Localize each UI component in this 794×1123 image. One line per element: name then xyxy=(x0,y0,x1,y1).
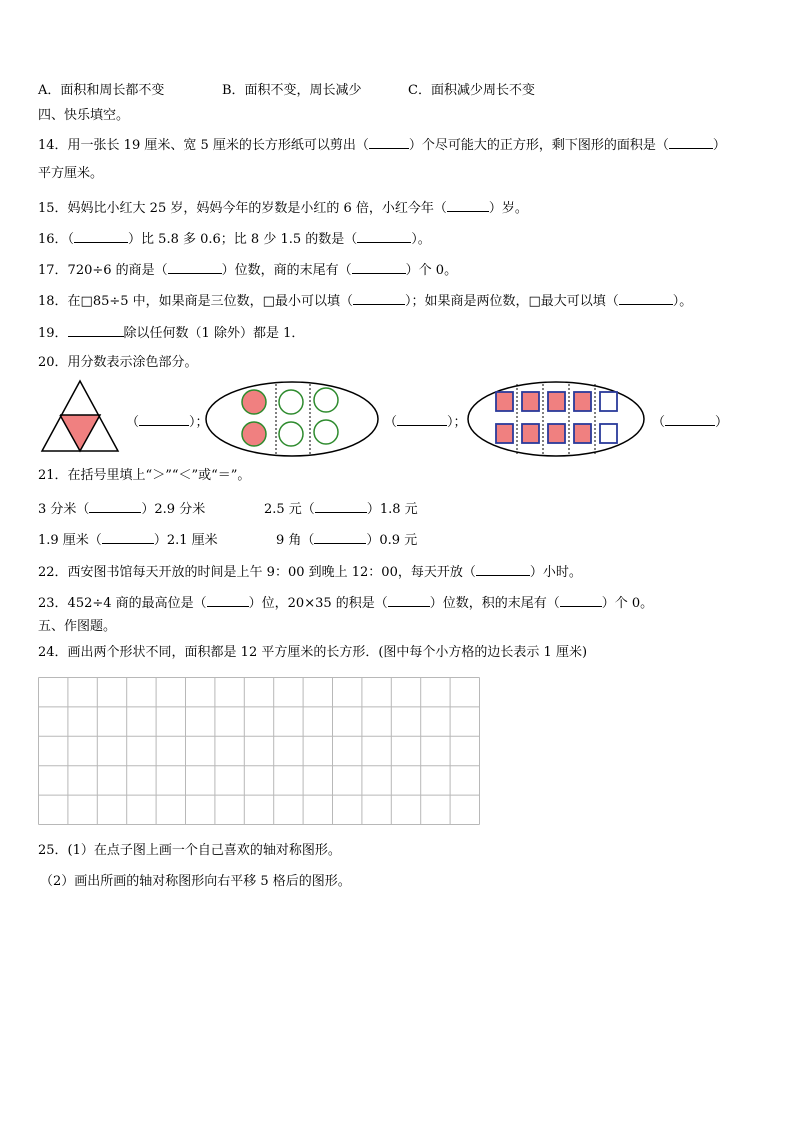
q20-close-3: ） xyxy=(715,415,729,430)
question-15 xyxy=(38,197,528,218)
circle-empty xyxy=(279,390,303,414)
square-shaded xyxy=(496,392,513,411)
q18-blank-1[interactable] xyxy=(353,290,405,305)
q14-text-1: 14．用一张长 19 厘米、宽 5 厘米的长方形纸可以剪出（ xyxy=(38,138,369,153)
q16-blank-2[interactable] xyxy=(357,228,411,243)
q21-r2a-right: ）2.1 厘米 xyxy=(153,533,218,548)
q19-blank[interactable] xyxy=(68,322,124,337)
q20-answer-2 xyxy=(384,411,467,432)
q20-close-2: ）； xyxy=(447,415,467,430)
square-shaded xyxy=(574,392,591,411)
q21-r2a-left: 1.9 厘米（ xyxy=(38,533,102,548)
q20-close-1: ）； xyxy=(189,415,209,430)
question-18 xyxy=(38,290,692,311)
q21-r1a-right: ）2.9 分米 xyxy=(141,502,206,517)
q21-blank-4[interactable] xyxy=(314,529,366,544)
q20-answer-1 xyxy=(126,411,209,432)
q17-blank-1[interactable] xyxy=(168,259,222,274)
q14-text-3: ） xyxy=(712,138,726,153)
option-c: C．面积减少周长不变 xyxy=(408,83,535,98)
q21-blank-2[interactable] xyxy=(315,498,367,513)
q14-blank-2[interactable] xyxy=(669,134,713,149)
q23-blank-3[interactable] xyxy=(560,592,602,607)
q21-title: 21．在括号里填上“＞”“＜”或“＝”。 xyxy=(38,468,251,483)
q21-row1-b xyxy=(264,498,418,519)
q25-part-2: （2）画出所画的轴对称图形向右平移 5 格后的图形。 xyxy=(40,874,351,889)
q20-open-3: （ xyxy=(652,415,666,430)
q17-text-1: 17．720÷6 的商是（ xyxy=(38,263,168,278)
question-14 xyxy=(38,134,726,155)
shaded-triangle xyxy=(60,415,100,451)
q20-blank-2[interactable] xyxy=(397,411,447,426)
question-17 xyxy=(38,259,457,280)
circle-empty xyxy=(314,420,338,444)
q20-answer-3 xyxy=(652,411,728,432)
q18-blank-2[interactable] xyxy=(619,290,673,305)
square-empty xyxy=(600,424,617,443)
q23-text-2: ）位，20×35 的积是（ xyxy=(248,596,388,611)
q14-text-2: ）个尽可能大的正方形，剩下图形的面积是（ xyxy=(408,138,669,153)
q16-text-1: 16．（ xyxy=(38,232,75,247)
circle-shaded xyxy=(242,390,266,414)
q19-text-1: 19． xyxy=(38,326,68,341)
q22-blank[interactable] xyxy=(476,561,530,576)
option-b: B．面积不变，周长减少 xyxy=(222,83,362,98)
square-shaded xyxy=(496,424,513,443)
q15-text-2: ）岁。 xyxy=(488,201,528,216)
q17-blank-2[interactable] xyxy=(352,259,406,274)
q15-text-1: 15．妈妈比小红大 25 岁，妈妈今年的岁数是小红的 6 倍，小红今年（ xyxy=(38,201,447,216)
q21-r2b-left: 9 角（ xyxy=(276,533,315,548)
q21-r2b-right: ）0.9 元 xyxy=(366,533,418,548)
q21-row1-a xyxy=(38,498,205,519)
q23-blank-2[interactable] xyxy=(388,592,430,607)
squares-figure xyxy=(466,380,646,458)
q23-text-1: 23．452÷4 商的最高位是（ xyxy=(38,596,207,611)
question-16 xyxy=(38,228,431,249)
square-shaded xyxy=(522,424,539,443)
q22-text-2: ）小时。 xyxy=(529,565,582,580)
section-five-heading: 五、作图题。 xyxy=(38,619,117,634)
circle-shaded xyxy=(242,422,266,446)
q21-r1b-right: ）1.8 元 xyxy=(366,502,418,517)
q19-text-2: 除以任何数（1 除外）都是 1． xyxy=(123,326,305,341)
q20-title: 20．用分数表示涂色部分。 xyxy=(38,355,198,370)
q21-row2-a xyxy=(38,529,218,550)
square-shaded xyxy=(548,392,565,411)
q21-blank-1[interactable] xyxy=(89,498,141,513)
option-a: A．面积和周长都不变 xyxy=(38,83,165,98)
q25-part-1: 25．(1）在点子图上画一个自己喜欢的轴对称图形。 xyxy=(38,843,341,858)
question-24: 24．画出两个形状不同，面积都是 12 平方厘米的长方形．(图中每个小方格的边长表示 1 厘米) xyxy=(38,645,588,660)
q17-text-2: ）位数，商的末尾有（ xyxy=(221,263,352,278)
section-four-heading: 四、快乐填空。 xyxy=(38,108,130,123)
question-19 xyxy=(38,322,304,343)
circle-empty xyxy=(279,422,303,446)
q14-blank-1[interactable] xyxy=(369,134,409,149)
q18-text-2: ）；如果商是两位数，□最大可以填（ xyxy=(404,294,619,309)
square-shaded xyxy=(548,424,565,443)
square-shaded xyxy=(574,424,591,443)
square-empty xyxy=(600,392,617,411)
q14-line-2: 平方厘米。 xyxy=(38,166,104,181)
square-grid[interactable] xyxy=(38,677,480,826)
q21-r1b-left: 2.5 元（ xyxy=(264,502,315,517)
q21-row2-b xyxy=(276,529,417,550)
q23-text-3: ）位数，积的末尾有（ xyxy=(429,596,560,611)
question-23 xyxy=(38,592,653,613)
q23-blank-1[interactable] xyxy=(207,592,249,607)
circle-empty xyxy=(314,388,338,412)
q22-text-1: 22．西安图书馆每天开放的时间是上午 9：00 到晚上 12：00，每天开放（ xyxy=(38,565,476,580)
q16-text-2: ）比 5.8 多 0.6；比 8 少 1.5 的数是（ xyxy=(128,232,358,247)
q21-r1a-left: 3 分米（ xyxy=(38,502,90,517)
q21-blank-3[interactable] xyxy=(102,529,154,544)
q20-blank-1[interactable] xyxy=(139,411,189,426)
q15-blank[interactable] xyxy=(447,197,489,212)
q16-text-3: ）。 xyxy=(411,232,431,247)
q18-text-1: 18．在□85÷5 中，如果商是三位数，□最小可以填（ xyxy=(38,294,353,309)
q20-open-2: （ xyxy=(384,415,398,430)
circles-figure xyxy=(204,380,380,458)
square-shaded xyxy=(522,392,539,411)
q17-text-3: ）个 0。 xyxy=(405,263,458,278)
q20-open-1: （ xyxy=(126,415,140,430)
triangle-figure xyxy=(40,379,120,453)
q16-blank-1[interactable] xyxy=(74,228,128,243)
q23-text-4: ）个 0。 xyxy=(601,596,654,611)
q18-text-3: ）。 xyxy=(672,294,693,309)
question-22 xyxy=(38,561,582,582)
q20-blank-3[interactable] xyxy=(665,411,715,426)
